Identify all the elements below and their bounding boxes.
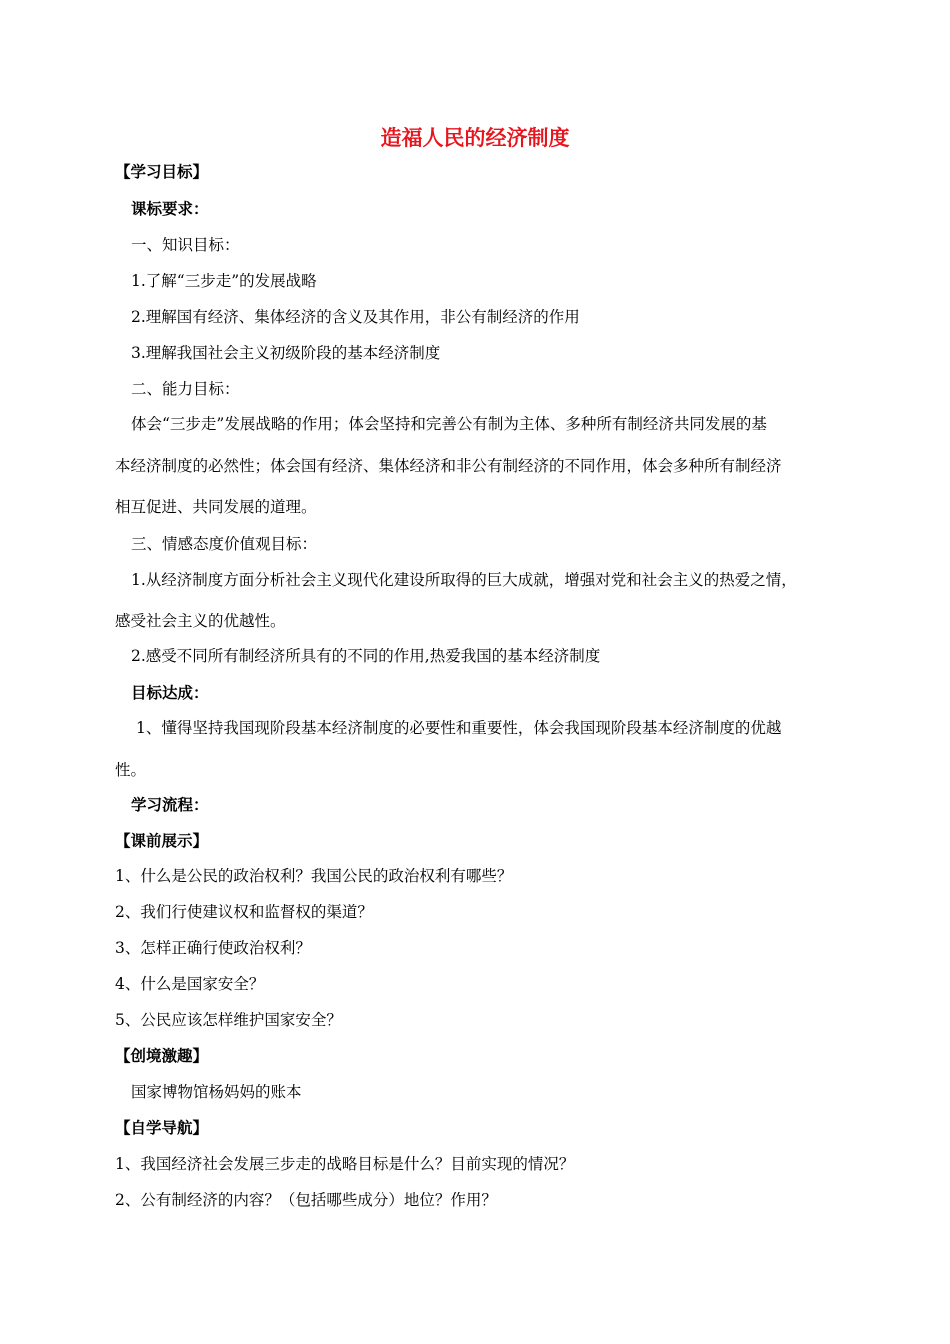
section-header-preclass: 【课前展示】 bbox=[115, 831, 209, 850]
knowledge-item: 3.理解我国社会主义初级阶段的基本经济制度 bbox=[131, 344, 441, 362]
goal-reached-line: 性。 bbox=[115, 761, 147, 779]
section-header-objectives: 【学习目标】 bbox=[115, 162, 209, 181]
emotion-item-line: 1.从经济制度方面分析社会主义现代化建设所取得的巨大成就，增强对党和社会主义的热爱之情， bbox=[131, 571, 797, 589]
learning-flow-label: 学习流程： bbox=[131, 795, 209, 814]
ability-goals-header: 二、能力目标： bbox=[131, 380, 240, 398]
document-title: 造福人民的经济制度 bbox=[380, 126, 570, 150]
section-header-selfstudy: 【自学导航】 bbox=[115, 1118, 209, 1137]
emotion-item-line: 感受社会主义的优越性。 bbox=[115, 612, 286, 630]
preclass-question: 2、我们行使建议权和监督权的渠道？ bbox=[115, 903, 373, 921]
knowledge-goals-header: 一、知识目标： bbox=[131, 236, 240, 254]
preclass-question: 3、怎样正确行使政治权利？ bbox=[115, 939, 311, 957]
ability-paragraph-line: 相互促进、共同发展的道理。 bbox=[115, 498, 317, 516]
curriculum-requirements-label: 课标要求： bbox=[131, 199, 209, 218]
preclass-question: 1、什么是公民的政治权利？我国公民的政治权利有哪些？ bbox=[115, 867, 513, 885]
goal-reached-line: 1、懂得坚持我国现阶段基本经济制度的必要性和重要性，体会我国现阶段基本经济制度的优越 bbox=[136, 719, 782, 737]
section-header-scenario: 【创境激趣】 bbox=[115, 1046, 209, 1065]
selfstudy-question: 2、公有制经济的内容？（包括哪些成分）地位？作用？ bbox=[115, 1191, 497, 1209]
emotion-item: 2.感受不同所有制经济所具有的不同的作用,热爱我国的基本经济制度 bbox=[131, 647, 601, 665]
scenario-text: 国家博物馆杨妈妈的账本 bbox=[131, 1083, 302, 1101]
preclass-question: 4、什么是国家安全？ bbox=[115, 975, 265, 993]
ability-paragraph-line: 体会“三步走”发展战略的作用；体会坚持和完善公有制为主体、多种所有制经济共同发展的基 bbox=[131, 415, 767, 433]
preclass-question: 5、公民应该怎样维护国家安全？ bbox=[115, 1011, 342, 1029]
ability-paragraph-line: 本经济制度的必然性；体会国有经济、集体经济和非公有制经济的不同作用，体会多种所有制经济 bbox=[115, 457, 782, 475]
knowledge-item: 1.了解“三步走”的发展战略 bbox=[131, 272, 317, 290]
knowledge-item: 2.理解国有经济、集体经济的含义及其作用，非公有制经济的作用 bbox=[131, 308, 580, 326]
selfstudy-question: 1、我国经济社会发展三步走的战略目标是什么？目前实现的情况？ bbox=[115, 1155, 575, 1173]
goal-reached-label: 目标达成： bbox=[131, 683, 209, 702]
emotion-goals-header: 三、情感态度价值观目标： bbox=[131, 535, 318, 553]
